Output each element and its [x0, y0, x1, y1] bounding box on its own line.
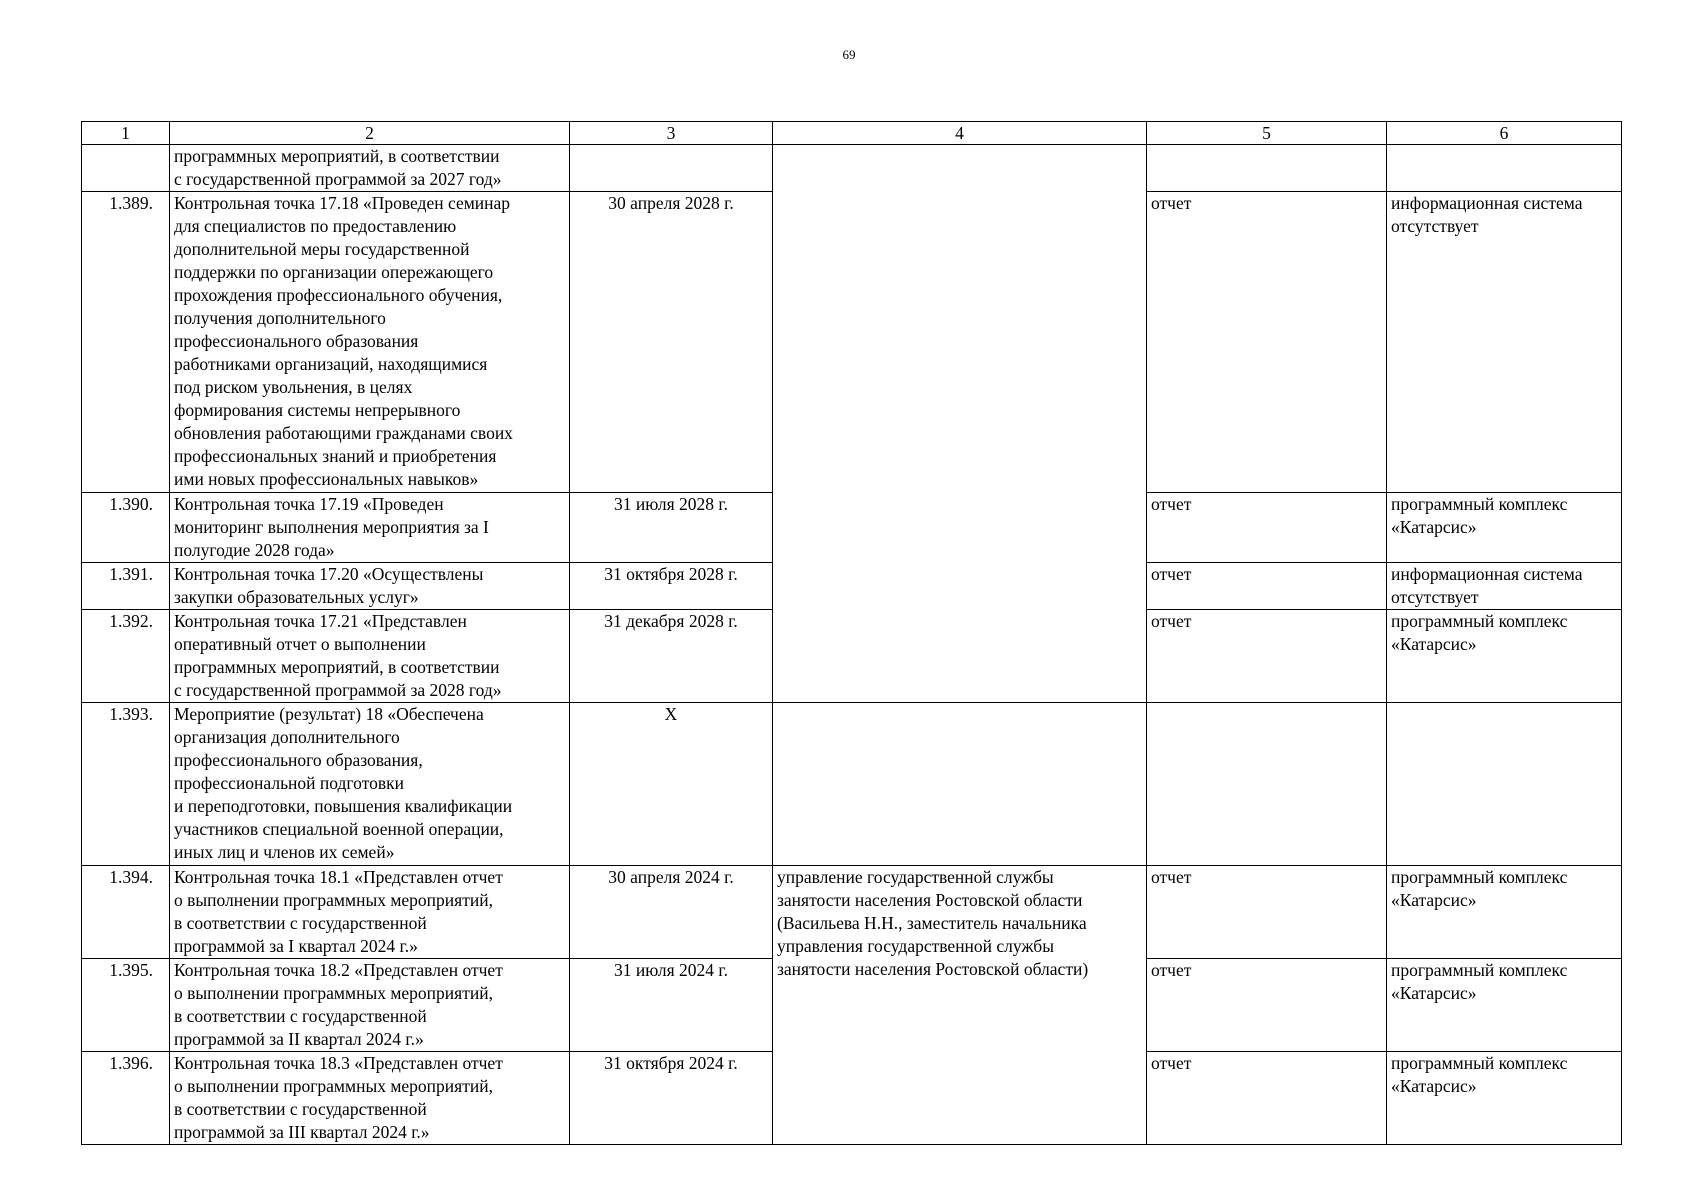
row-number: 1.391.	[82, 563, 170, 610]
row-doc-type	[1147, 703, 1387, 866]
row-number: 1.395.	[82, 959, 170, 1052]
row-description: Контрольная точка 18.2 «Представлен отчет о выполнении программных мероприятий, в соответствии с государственной программой за II квартал 2024 г.»	[170, 959, 570, 1052]
column-header: 2	[170, 122, 570, 145]
responsible-cell	[773, 703, 1147, 866]
row-date	[570, 145, 773, 192]
row-doc-type: отчет	[1147, 1052, 1387, 1145]
row-date: 31 декабря 2028 г.	[570, 610, 773, 703]
column-header: 3	[570, 122, 773, 145]
row-date: 31 октября 2024 г.	[570, 1052, 773, 1145]
row-number: 1.390.	[82, 493, 170, 563]
row-info-system	[1387, 145, 1622, 192]
row-number	[82, 145, 170, 192]
row-doc-type: отчет	[1147, 866, 1387, 959]
table-row	[82, 703, 1622, 866]
row-info-system: программный комплекс «Катарсис»	[1387, 1052, 1622, 1145]
column-header: 1	[82, 122, 170, 145]
row-description: Контрольная точка 18.1 «Представлен отчет о выполнении программных мероприятий, в соответствии с государственной программой за I квартал 2024 г.»	[170, 866, 570, 959]
row-date: X	[570, 703, 773, 866]
row-doc-type: отчет	[1147, 493, 1387, 563]
column-header: 6	[1387, 122, 1622, 145]
row-date: 30 апреля 2024 г.	[570, 866, 773, 959]
responsible-cell	[773, 145, 1147, 703]
row-number: 1.394.	[82, 866, 170, 959]
row-info-system: программный комплекс «Катарсис»	[1387, 610, 1622, 703]
row-info-system: программный комплекс «Катарсис»	[1387, 866, 1622, 959]
row-doc-type: отчет	[1147, 610, 1387, 703]
table-header-row	[82, 122, 1622, 145]
row-date: 30 апреля 2028 г.	[570, 192, 773, 493]
column-header: 4	[773, 122, 1147, 145]
row-number: 1.389.	[82, 192, 170, 493]
row-description: Контрольная точка 17.20 «Осуществлены закупки образовательных услуг»	[170, 563, 570, 610]
row-description: Контрольная точка 17.21 «Представлен оперативный отчет о выполнении программных мероприятий, в соответствии с государственной программой за 2028 год»	[170, 610, 570, 703]
row-description: программных мероприятий, в соответствии с государственной программой за 2027 год»	[170, 145, 570, 192]
row-info-system: программный комплекс «Катарсис»	[1387, 959, 1622, 1052]
row-date: 31 июля 2028 г.	[570, 493, 773, 563]
row-number: 1.393.	[82, 703, 170, 866]
row-description: Мероприятие (результат) 18 «Обеспечена организация дополнительного профессионального образования, профессиональной подготовки и переподготовки, повышения квалификации участников специальной военной операции, иных лиц и членов их семей»	[170, 703, 570, 866]
responsible-cell: управление государственной службы занятости населения Ростовской области (Васильева Н.Н., заместитель начальника управления государственной службы занятости населения Ростовской области)	[773, 866, 1147, 1145]
row-doc-type: отчет	[1147, 959, 1387, 1052]
table-row	[82, 866, 1622, 959]
row-date: 31 октября 2028 г.	[570, 563, 773, 610]
row-doc-type: отчет	[1147, 192, 1387, 493]
row-info-system: информационная система отсутствует	[1387, 563, 1622, 610]
row-info-system: программный комплекс «Катарсис»	[1387, 493, 1622, 563]
row-number: 1.396.	[82, 1052, 170, 1145]
row-number: 1.392.	[82, 610, 170, 703]
row-description: Контрольная точка 17.19 «Проведен мониторинг выполнения мероприятия за I полугодие 2028 года»	[170, 493, 570, 563]
column-header: 5	[1147, 122, 1387, 145]
row-info-system: информационная система отсутствует	[1387, 192, 1622, 493]
row-description: Контрольная точка 18.3 «Представлен отчет о выполнении программных мероприятий, в соответствии с государственной программой за III квартал 2024 г.»	[170, 1052, 570, 1145]
row-date: 31 июля 2024 г.	[570, 959, 773, 1052]
page-number: 69	[842, 47, 856, 62]
row-doc-type: отчет	[1147, 563, 1387, 610]
row-doc-type	[1147, 145, 1387, 192]
row-info-system	[1387, 703, 1622, 866]
table-row	[82, 145, 1622, 192]
plan-table	[81, 121, 1622, 1145]
row-description: Контрольная точка 17.18 «Проведен семинар для специалистов по предоставлению дополнительной меры государственной поддержки по организации опережающего прохождения профессионального обучения, получения дополнительного профессионального образования работниками организаций, находящимися под риском увольнения, в целях формирования системы непрерывного обновления работающими гражданами своих профессиональных знаний и приобретения ими новых профессиональных навыков»	[170, 192, 570, 493]
